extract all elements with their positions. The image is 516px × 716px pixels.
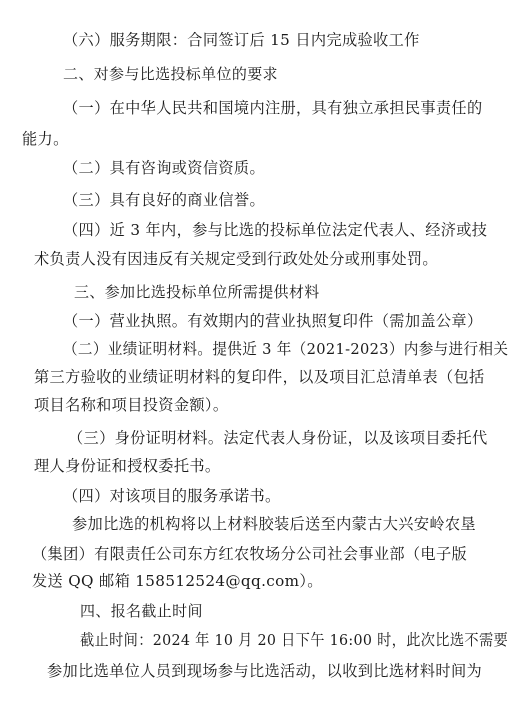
section-heading-materials: 三、参加比选投标单位所需提供材料 [74,283,320,301]
deadline-line-1: 截止时间：2024 年 10 月 20 日下午 16:00 时，此次比选不需要 [80,631,509,649]
material-1: （一）营业执照。有效期内的营业执照复印件（需加盖公章） [63,312,483,330]
requirement-2: （二）具有咨询或资信资质。 [63,159,265,177]
requirement-1-line-1: （一）在中华人民共和国境内注册，具有独立承担民事责任的 [63,99,483,117]
requirement-4-line-1: （四）近 3 年内，参与比选的投标单位法定代表人、经济或技 [63,221,488,239]
material-2-line-2: 第三方验收的业绩证明材料的复印件，以及项目汇总清单表（包括 [34,368,485,386]
material-4: （四）对该项目的服务承诺书。 [63,487,281,505]
section-heading-requirements: 二、对参与比选投标单位的要求 [63,65,278,83]
deadline-line-2: 参加比选单位人员到现场参与比选活动，以收到比选材料时间为 [47,662,483,680]
material-2-line-1: （二）业绩证明材料。提供近 3 年（2021-2023）内参与进行相关 [63,340,509,358]
submission-line-3: 发送 QQ 邮箱 158512524@qq.com）。 [32,572,323,590]
material-3-line-2: 理人身份证和授权委托书。 [34,457,221,475]
submission-line-1: 参加比选的机构将以上材料胶装后送至内蒙古大兴安岭农垦 [72,515,476,533]
material-3-line-1: （三）身份证明材料。法定代表人身份证，以及该项目委托代 [68,429,488,447]
service-period-line: （六）服务期限：合同签订后 15 日内完成验收工作 [63,31,420,49]
submission-line-2: （集团）有限责任公司东方红农牧场分公司社会事业部（电子版 [32,545,468,563]
material-2-line-3: 项目名称和项目投资金额）。 [34,396,229,414]
requirement-1-line-2: 能力。 [22,130,69,148]
requirement-4-line-2: 术负责人没有因违反有关规定受到行政处处分或刑事处罚。 [34,250,438,268]
section-heading-deadline: 四、报名截止时间 [80,602,203,620]
requirement-3: （三）具有良好的商业信誉。 [63,191,265,209]
